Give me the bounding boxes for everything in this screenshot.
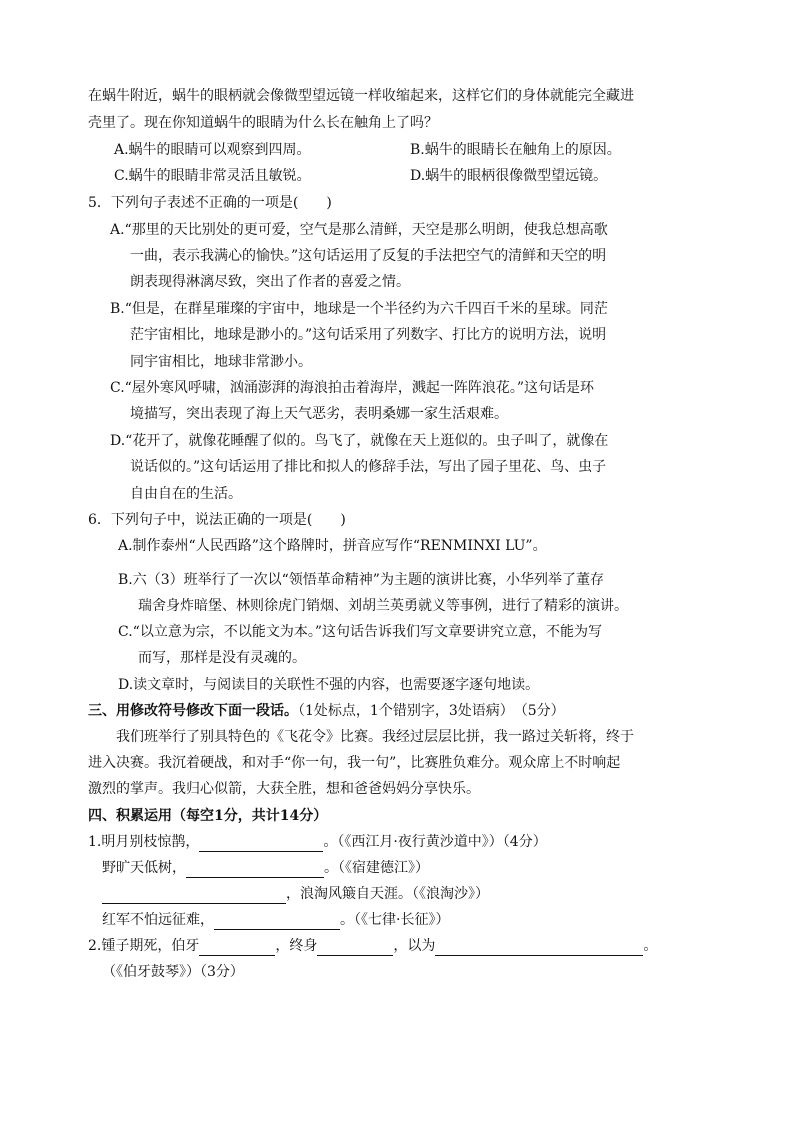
blank-line[interactable]: [102, 887, 286, 904]
q4-2-suffix: 。: [643, 938, 658, 954]
q4-1-line-4-suffix: 。（《七律·长征》）: [340, 912, 450, 928]
section-3-para-line-2: 进入决赛。我沉着硬战，和对手“你一句，我一句”，比赛胜负难分。观众席上不时响起: [88, 755, 621, 771]
blank-line[interactable]: [199, 835, 323, 852]
q4-1-line-1: [88, 832, 547, 852]
q4-1-line-2-prefix: 野旷天低树，: [102, 860, 186, 876]
q4-1-line-3: [102, 884, 489, 904]
q6-option-c-line-1: C.“以立意为宗，不以能文为本。”这句话告诉我们写文章要讲究立意，不能为写: [118, 624, 602, 640]
q4-1-line-1-prefix: 1.明月别枝惊鹊，: [88, 834, 200, 850]
q6-option-d: D.读文章时，与阅读目的关联性不强的内容，也需要逐字逐句地读。: [118, 677, 540, 693]
q5-option-c-line-1: C.“屋外寒风呼啸，汹涌澎湃的海浪拍击着海岸，溅起一阵阵浪花。”这句话是环: [110, 380, 594, 396]
q5-option-d-line-1: D.“花开了，就像花睡醒了似的。鸟飞了，就像在天上逛似的。虫子叫了，就像在: [110, 433, 609, 449]
q5-option-d-line-3: 自由自在的生活。: [130, 486, 242, 502]
q4-2-line-1: [88, 936, 657, 956]
q4-1-line-2-suffix: 。（《宿建德江》）: [324, 860, 429, 876]
intro-option-b: B.蜗牛的眼睛长在触角上的原因。: [410, 142, 621, 158]
blank-line[interactable]: [317, 939, 393, 956]
q4-1-line-4: [102, 910, 449, 930]
q5-option-a-line-1: A.“那里的天比别处的更可爱，空气是那么清鲜，天空是那么明朗，使我总想高歌: [110, 222, 608, 238]
intro-option-a: A.蜗牛的眼睛可以观察到四周。: [114, 142, 311, 158]
q4-1-line-2: [102, 858, 429, 878]
q6-option-b-line-1: B.六（3）班举行了一次以“领悟革命精神”为主题的演讲比赛，小华列举了董存: [118, 572, 604, 588]
q4-1-line-3-suffix: ，浪淘风簸自天涯。（《浪淘沙》）: [286, 886, 489, 902]
q4-2-mid-1: ，终身: [275, 938, 318, 954]
q5-option-b-line-2: 茫宇宙相比，地球是渺小的。”这句话采用了列数字、打比方的说明方法，说明: [130, 327, 607, 343]
section-4-heading: 四、积累运用（每空1分，共计14分）: [88, 808, 328, 824]
q4-2-source: （《伯牙鼓琴》）（3分）: [102, 964, 244, 980]
q4-1-line-4-prefix: 红军不怕远征难，: [102, 912, 214, 928]
intro-option-d: D.蜗牛的眼柄很像微型望远镜。: [410, 168, 608, 184]
blank-line[interactable]: [186, 861, 324, 878]
q5-stem: 5．下列句子表述不正确的一项是( ): [88, 195, 332, 211]
intro-line-2: 壳里了。现在你知道蜗牛的眼睛为什么长在触角上了吗？: [88, 115, 438, 131]
q6-option-a: A.制作泰州“人民西路”这个路牌时，拼音应写作“RENMINXI LU”。: [118, 538, 547, 554]
intro-line-1: 在蜗牛附近，蜗牛的眼柄就会像微型望远镜一样收缩起来，这样它们的身体就能完全藏进: [88, 88, 634, 104]
q4-1-line-1-suffix: 。（《西江月·夜行黄沙道中》）（4分）: [323, 834, 547, 850]
q6-stem: 6．下列句子中，说法正确的一项是( ): [88, 512, 346, 528]
q4-2-mid-2: ，以为: [393, 938, 436, 954]
section-3-title: [88, 701, 565, 721]
q5-option-c-line-2: 境描写，突出表现了海上天气恶劣，表明桑娜一家生活艰难。: [130, 406, 508, 422]
section-3-note: （1处标点，1个错别字，3处语病） （5分）: [298, 703, 565, 719]
section-3-heading: 三、用修改符号修改下面一段话。: [88, 703, 298, 719]
section-3-para-line-3: 激烈的掌声。我归心似箭，大获全胜，想和爸爸妈妈分享快乐。: [88, 781, 480, 797]
q6-option-c-line-2: 而写，那样是没有灵魂的。: [138, 650, 306, 666]
q4-2-prefix: 2.锺子期死，伯牙: [88, 938, 200, 954]
blank-line[interactable]: [435, 939, 643, 956]
q5-option-a-line-3: 朗表现得淋漓尽致，突出了作者的喜爱之情。: [130, 274, 410, 290]
q5-option-b-line-3: 同宇宙相比，地球非常渺小。: [130, 354, 312, 370]
blank-line[interactable]: [214, 913, 340, 930]
section-3-para-line-1: 我们班举行了别具特色的《飞花令》比赛。我经过层层比拼，我一路过关斩将，终于: [116, 729, 634, 745]
q6-option-b-line-2: 瑞舍身炸暗堡、林则徐虎门销烟、刘胡兰英勇就义等事例，进行了精彩的演讲。: [138, 598, 628, 614]
blank-line[interactable]: [199, 939, 275, 956]
q5-option-a-line-2: 一曲，表示我满心的愉快。”这句话运用了反复的手法把空气的清鲜和天空的明: [130, 248, 607, 264]
q5-option-d-line-2: 说话似的。”这句话运用了排比和拟人的修辞手法，写出了园子里花、鸟、虫子: [130, 459, 607, 475]
q5-option-b-line-1: B.“但是，在群星璀璨的宇宙中，地球是一个半径约为六千四百千米的星球。同茫: [110, 301, 608, 317]
intro-option-c: C.蜗牛的眼睛非常灵活且敏锐。: [114, 168, 311, 184]
